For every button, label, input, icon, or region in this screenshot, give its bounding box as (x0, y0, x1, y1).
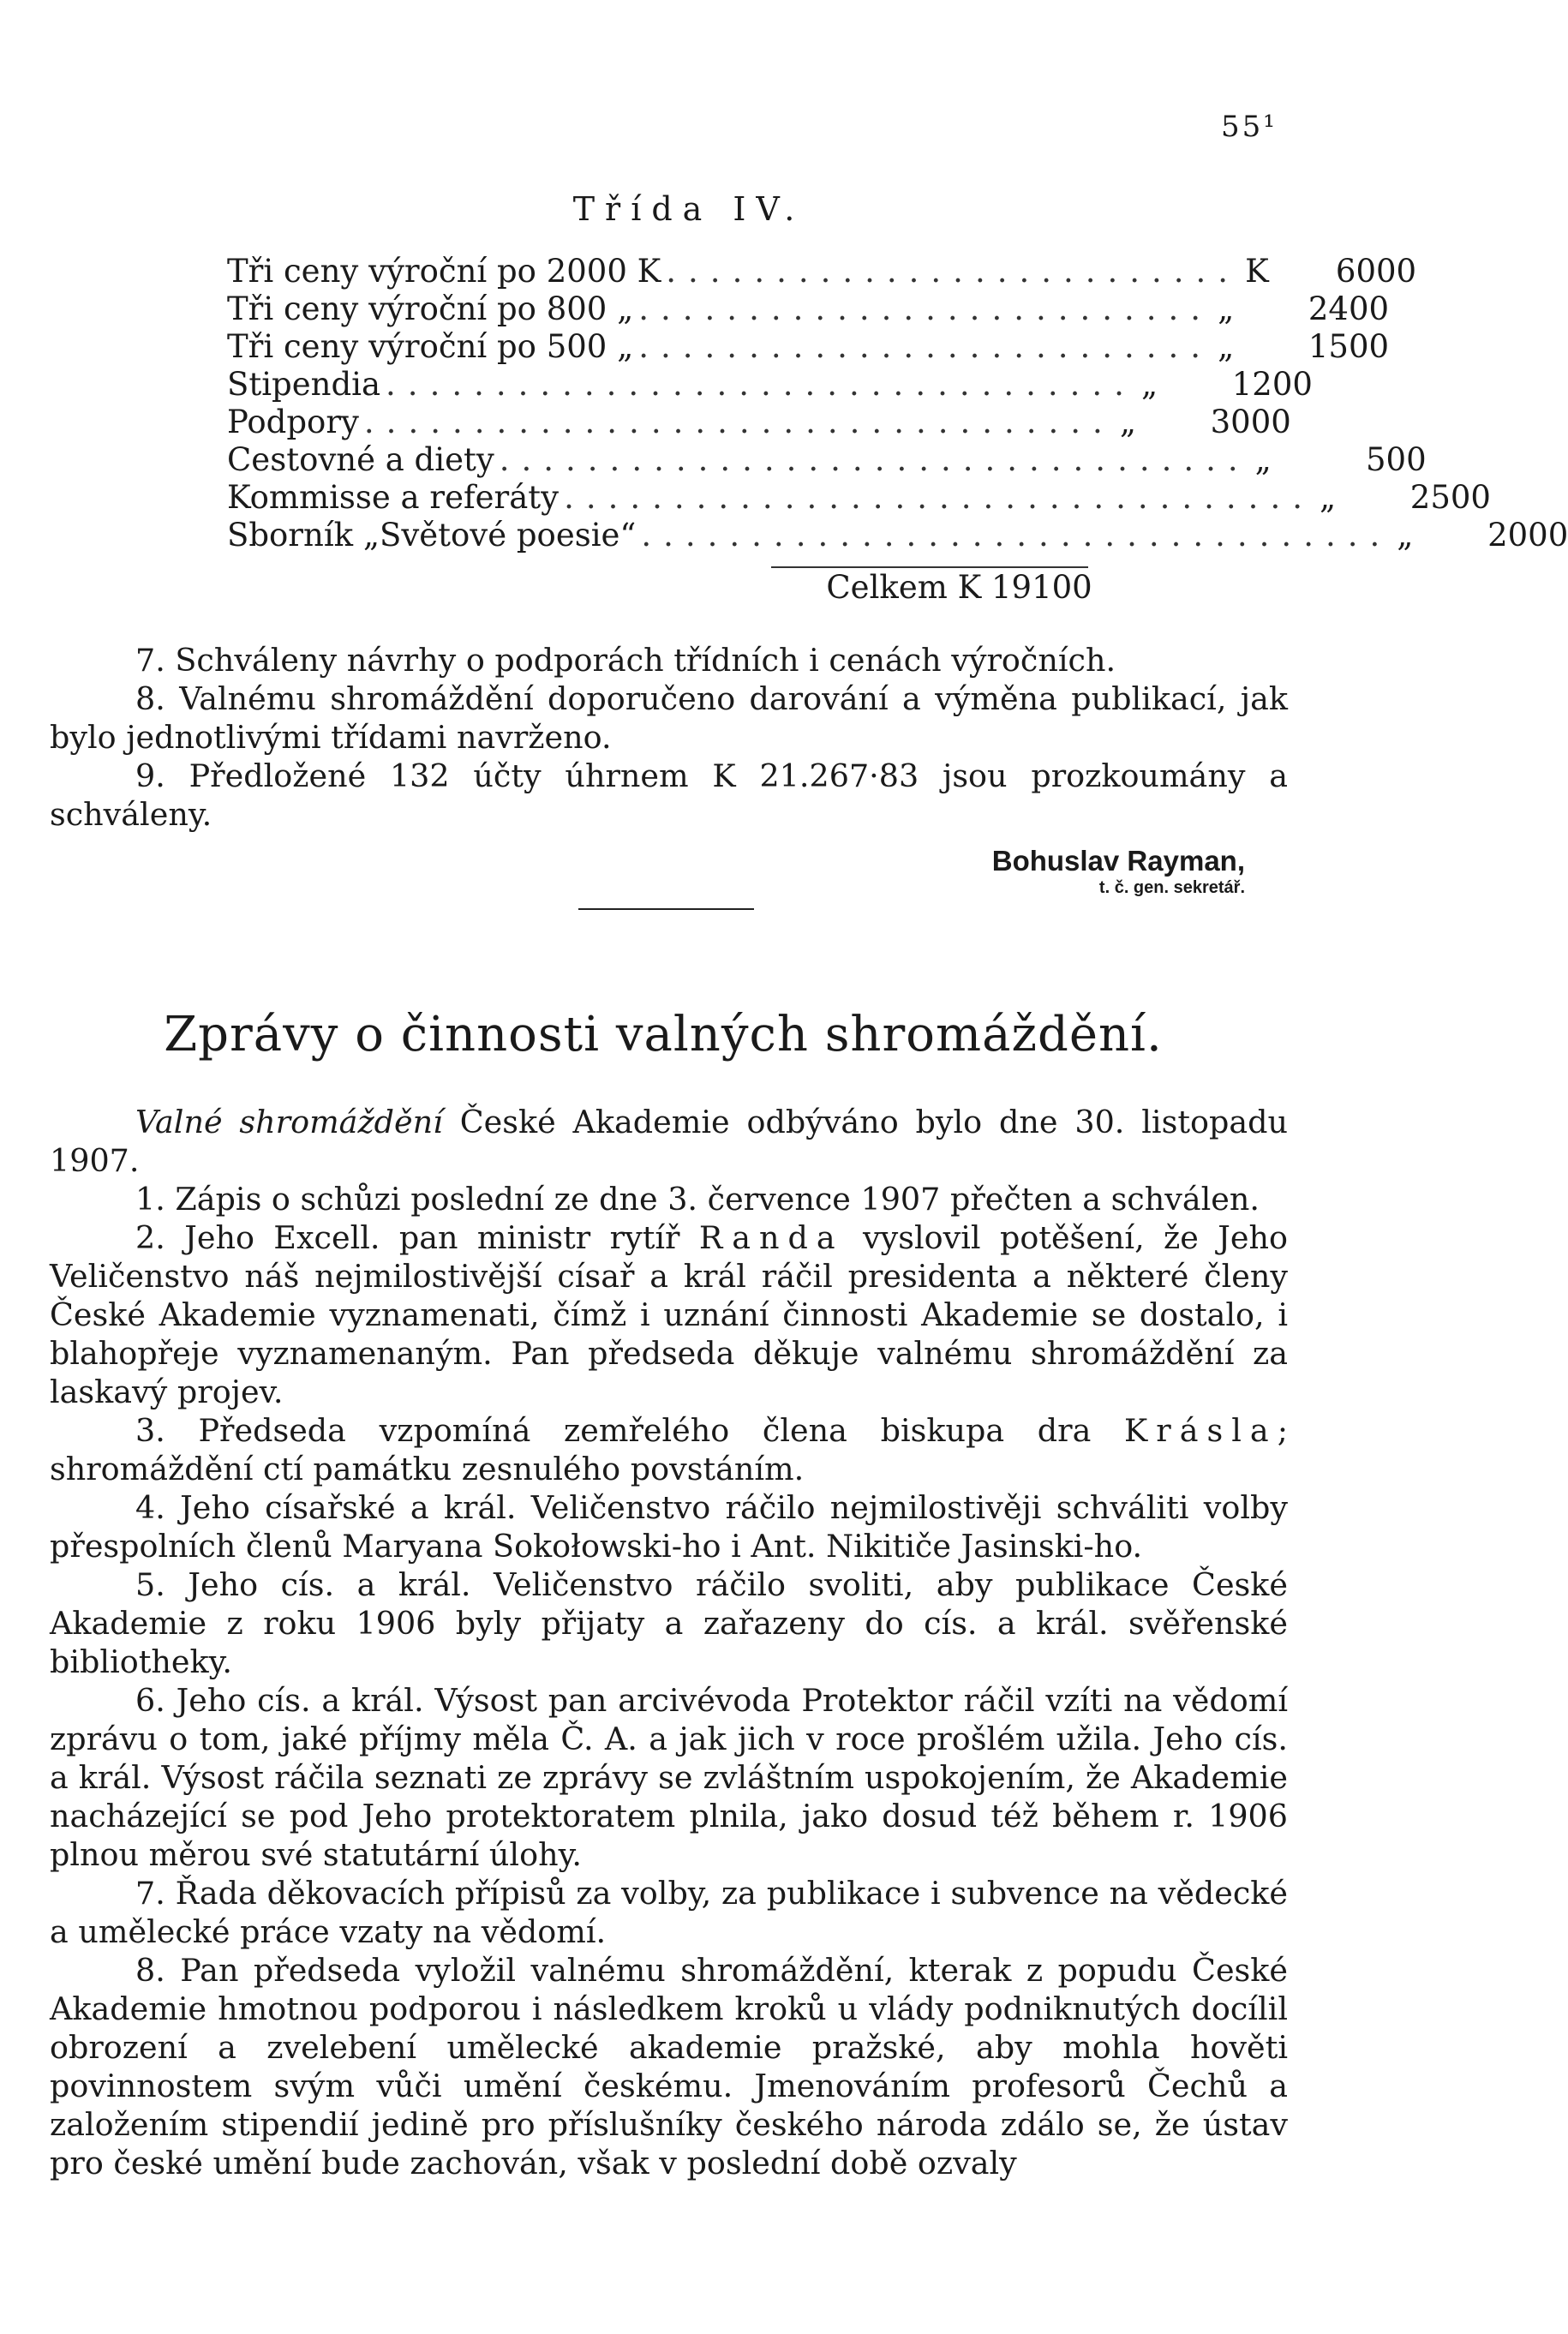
item-1: 1. Zápis o schůzi poslední ze dne 3. července 1907 přečten a schválen. (135, 1181, 1260, 1218)
budget-row (227, 441, 1427, 479)
budget-label: Tři ceny výroční po 500 „ (227, 328, 634, 365)
budget-amount: 2400 (1308, 290, 1390, 327)
budget-label: Sborník „Světové poesie“ (227, 517, 637, 554)
budget-row (227, 253, 1417, 290)
budget-amount: 2500 (1409, 479, 1491, 516)
budget-currency: „ (1119, 404, 1136, 440)
budget-row (227, 366, 1313, 404)
signatory-title: t. č. gen. sekretář. (1098, 878, 1245, 897)
item-8: 8. Pan předseda vyložil valnému shromáždění, kterak z popudu České Akademie hmotnou podporou i následkem kroků u vlády podniknutých docílil obrození a zvelebení umělecké akademie pražské, aby mohla hověti povinnostem svým vůči umění českému. Jmenováním profesorů Čechů a založením stipendií jedině pro příslušníky českého národa zdálo se, že ústav pro české umění bude zachován, však v poslední době ozvaly (50, 1952, 1288, 2181)
budget-amount: 1500 (1308, 328, 1390, 365)
item-2-text: 2. Jeho Excell. pan ministr rytíř (135, 1219, 699, 1256)
dot-leader: .......................... (638, 328, 1213, 365)
intro-paragraph (50, 1103, 1288, 1180)
budget-label: Tři ceny výroční po 2000 K (227, 253, 661, 290)
item-3-text: ; shromáždění ctí památku zesnulého povstáním. (50, 1412, 1288, 1487)
dot-leader: .................................. (564, 479, 1314, 516)
budget-label: Stipendia (227, 366, 381, 403)
item-2-text: vyslovil potěšení, že Jeho Veličenstvo náš nejmilostivější císař a král ráčil presidenta a některé členy České Akademie vyznamenati, čímž i uznání činnosti Akademie se dostalo, i blahopřeje vyznamenaným. Pan předseda děkuje valnému shromáždění za laskavý projev. (50, 1219, 1288, 1410)
budget-total (754, 569, 1092, 607)
section-title: Zprávy o činnosti valných shromáždění. (164, 1007, 1163, 1062)
budget-currency: „ (1140, 366, 1158, 403)
budget-currency: „ (1218, 328, 1235, 365)
budget-amount: 500 (1366, 441, 1427, 478)
item-4: 4. Jeho císařské a král. Veličenstvo ráčilo nejmilostivěji schváliti volby přespolních členů Maryana Sokołowski-ho i Ant. Nikitiče Jasinski-ho. (50, 1489, 1288, 1565)
minutes-list-top (50, 641, 1288, 834)
item-3-text: 3. Předseda vzpomíná zemřelého člena biskupa dra (135, 1412, 1125, 1449)
page-number: 55¹ (1221, 110, 1278, 144)
dot-leader: .......................... (638, 290, 1213, 327)
dot-leader: .................................. (386, 366, 1136, 403)
dot-leader: .......................... (666, 253, 1241, 290)
item-3-name: Krásla (1124, 1412, 1278, 1449)
budget-label: Tři ceny výroční po 800 „ (227, 290, 634, 327)
signature (857, 844, 1245, 897)
dot-leader: .................................. (641, 517, 1392, 554)
item-7: 7. Řada děkovacích přípisů za volby, za publikace i subvence na vědecké a umělecké práce vzaty na vědomí. (50, 1875, 1288, 1950)
item-3 (50, 1411, 1288, 1488)
budget-amount: 1200 (1231, 366, 1313, 403)
item-8: 8. Valnému shromáždění doporučeno darování a výměna publikací, jak bylo jednotlivými třídami navrženo. (50, 680, 1288, 756)
budget-label: Cestovné a diety (227, 441, 494, 478)
item-2 (50, 1218, 1288, 1411)
budget-amount: 3000 (1210, 404, 1291, 440)
intro-rest: České Akademie odbýváno bylo dne 30. listopadu 1907. (50, 1104, 1288, 1179)
budget-label: Kommisse a referáty (227, 479, 560, 516)
item-2-name: Randa (698, 1219, 844, 1256)
item-5: 5. Jeho cís. a král. Veličenstvo ráčilo svoliti, aby publikace České Akademie z roku 1906 byly přijaty a zařazeny do cís. a král. svěřenské bibliotheky. (50, 1566, 1288, 1680)
dot-leader: .................................. (363, 404, 1115, 440)
budget-currency: „ (1397, 517, 1414, 554)
budget-currency: „ (1254, 441, 1272, 478)
total-amount: 19100 (991, 569, 1092, 606)
budget-label: Podpory (227, 404, 359, 440)
budget-amount: 2000 (1487, 517, 1568, 554)
budget-currency: K (1245, 253, 1269, 290)
budget-currency: „ (1218, 290, 1235, 327)
item-9: 9. Předložené 132 účty úhrnem K 21.267·83 jsou prozkoumány a schváleny. (50, 757, 1288, 833)
budget-row (227, 517, 1568, 554)
total-rule (771, 566, 1088, 568)
budget-row (227, 290, 1390, 328)
section-divider (578, 908, 754, 910)
budget-row (227, 404, 1291, 441)
budget-amount: 6000 (1335, 253, 1417, 290)
budget-table (227, 253, 1568, 554)
signatory-name: Bohuslav Rayman, (991, 845, 1245, 877)
total-label: Celkem K (826, 569, 982, 606)
item-6: 6. Jeho cís. a král. Výsost pan arcivévoda Protektor ráčil vzíti na vědomí zprávu o tom, jaké příjmy měla Č. A. a jak jich v roce prošlém užila. Jeho cís. a král. Výsost ráčila seznati ze zprávy se zvláštním uspokojením, že Akademie nacházející se pod Jeho protektoratem plnila, jako dosud též během r. 1906 plnou měrou své statutární úlohy. (50, 1682, 1288, 1873)
assembly-report (50, 1103, 1288, 2182)
dot-leader: .................................. (499, 441, 1250, 478)
budget-currency: „ (1319, 479, 1337, 516)
intro-italic: Valné shromáždění (135, 1104, 443, 1140)
budget-row (227, 479, 1491, 517)
budget-row (227, 328, 1390, 366)
item-7: 7. Schváleny návrhy o podporách třídních i cenách výročních. (135, 642, 1116, 679)
class-heading: Třída IV. (572, 190, 805, 228)
